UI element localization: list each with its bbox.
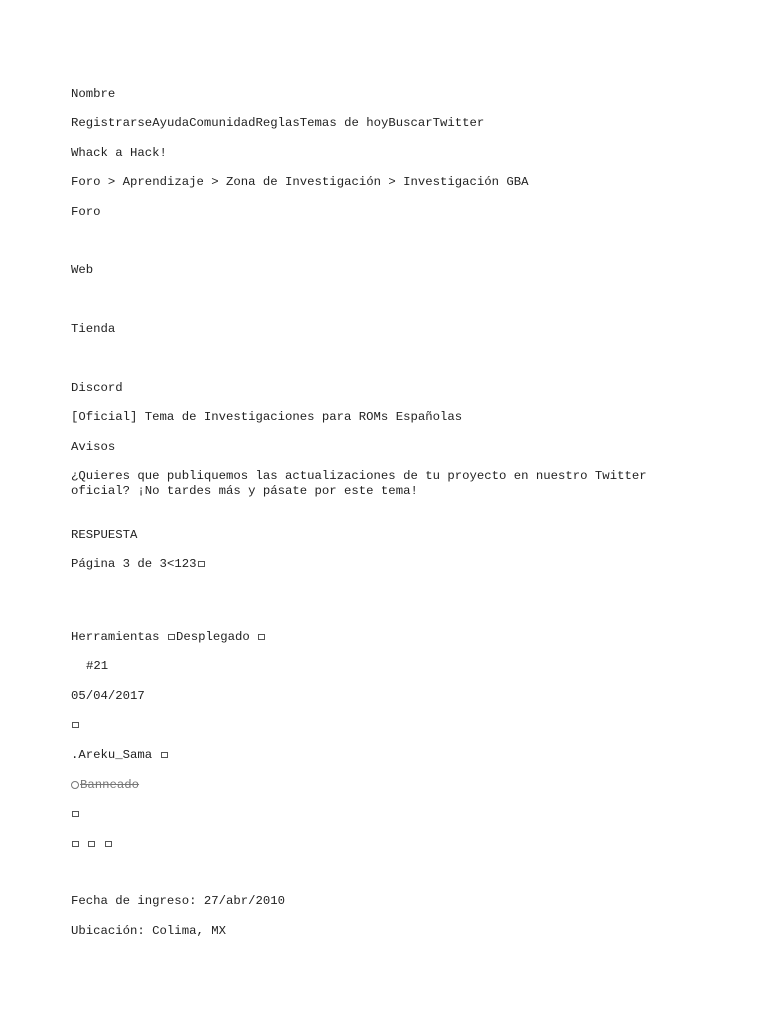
reputation-icons: [71, 837, 113, 852]
reply-button[interactable]: RESPUESTA: [71, 528, 138, 542]
thread-title[interactable]: [Oficial] Tema de Investigaciones para ROMs Españolas: [71, 410, 463, 424]
breadcrumb-learning[interactable]: Aprendizaje: [122, 175, 204, 189]
section-link-discord[interactable]: Discord: [71, 381, 123, 395]
breadcrumb: [71, 175, 529, 190]
breadcrumb-separator: >: [203, 175, 226, 189]
display-mode-label[interactable]: Desplegado: [175, 630, 250, 644]
breadcrumb-research-zone[interactable]: Zona de Investigación: [226, 175, 381, 189]
pagination-next-icon[interactable]: [198, 561, 205, 567]
breadcrumb-gba-research[interactable]: Investigación GBA: [403, 175, 529, 189]
nav-search[interactable]: Buscar: [388, 116, 433, 130]
nav-todays-topics[interactable]: Temas de hoy: [299, 116, 389, 130]
nav-register[interactable]: Registrarse: [71, 116, 153, 130]
pagination-prev[interactable]: <: [166, 557, 175, 571]
notice-text[interactable]: ¿Quieres que publiquemos las actualizaciones de tu proyecto en nuestro Twitter oficial? ¡No tardes más y pásate por este tema!: [71, 469, 647, 498]
display-mode-icon[interactable]: [258, 634, 265, 640]
post-author: [71, 748, 169, 763]
pagination-label: Página 3 de 3: [71, 557, 167, 571]
username-link[interactable]: .Areku_Sama: [71, 748, 153, 762]
breadcrumb-forum[interactable]: Foro: [71, 175, 101, 189]
ban-circle-icon: [71, 781, 79, 789]
reputation-icon: [105, 841, 112, 847]
nav-help[interactable]: Ayuda: [152, 116, 190, 130]
pagination: [71, 557, 206, 572]
breadcrumb-separator: >: [380, 175, 404, 189]
reputation-icon: [72, 841, 79, 847]
nav-rules[interactable]: Reglas: [255, 116, 300, 130]
user-location: Ubicación: Colima, MX: [71, 924, 226, 938]
reputation-icon: [88, 841, 95, 847]
section-link-store[interactable]: Tienda: [71, 322, 116, 336]
pagination-page-2[interactable]: 2: [181, 557, 190, 571]
join-date: Fecha de ingreso: 27/abr/2010: [71, 894, 286, 908]
nav-twitter[interactable]: Twitter: [432, 116, 485, 130]
post-number[interactable]: #21: [86, 659, 109, 673]
avatar-icon: [72, 811, 79, 817]
section-link-web[interactable]: Web: [71, 263, 94, 277]
top-nav: [71, 116, 484, 131]
pagination-page-1[interactable]: 1: [174, 557, 182, 571]
offline-status-icon: [72, 722, 79, 728]
tools-label[interactable]: Herramientas: [71, 630, 160, 644]
nav-community[interactable]: Comunidad: [189, 116, 256, 130]
section-link-forum[interactable]: Foro: [71, 205, 101, 219]
post-date: 05/04/2017: [71, 689, 145, 703]
avatar-placeholder: [71, 807, 80, 822]
user-menu-icon[interactable]: [161, 752, 168, 758]
site-title[interactable]: Whack a Hack!: [71, 146, 167, 160]
notice-label: Avisos: [71, 440, 116, 454]
breadcrumb-separator: >: [100, 175, 123, 189]
thread-tools: [71, 630, 266, 645]
user-status: Banneado: [80, 778, 140, 792]
tools-menu-icon[interactable]: [168, 634, 175, 640]
post-status-icon: [71, 718, 80, 733]
name-label: Nombre: [71, 87, 116, 101]
pagination-page-3[interactable]: 3: [189, 557, 197, 571]
user-title: [71, 778, 139, 793]
